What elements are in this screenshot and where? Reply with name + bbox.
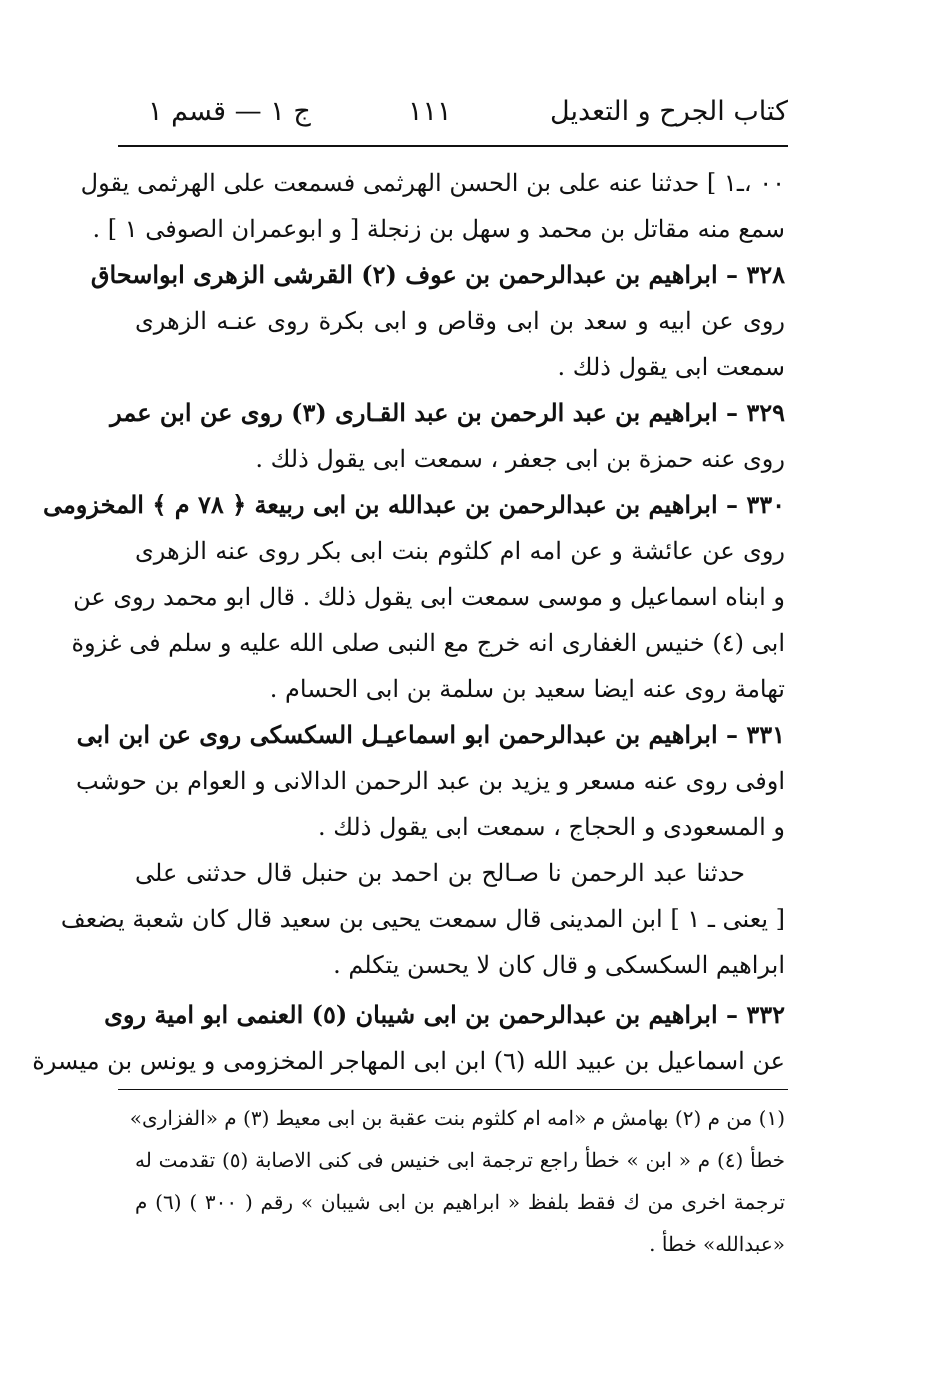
footnote-rule [118, 1089, 788, 1090]
header-rule [118, 145, 788, 147]
text-line: حدثنا عبد الرحمن نا صـالح بن احمد بن حنبل قال حدثنى على [135, 859, 745, 887]
text-line: ابى (٤) خنيس الغفارى انه خرج مع النبى صلى الله عليه و سلم فى غزوة [71, 629, 785, 657]
book-title: كتاب الجرح و التعديل [550, 96, 788, 127]
text-line: ۰۰ ،ـ١ ] حدثنا عنه على بن الحسن الهرثمى فسمعت على الهرثمى يقول [80, 169, 785, 197]
footnote-line: «عبدالله» خطأ . [649, 1232, 785, 1256]
text-line: روى عنه حمزة بن ابى جعفر ، سمعت ابى يقول ذلك . [255, 445, 785, 473]
entry-332-line: ٣٣٢ – ابراهيم بن عبدالرحمن بن ابى شيبان (٥) العنمى ابو امية روى [104, 1000, 785, 1029]
text-line: سمع منه مقاتل بن محمد و سهل بن زنجلة [ و ابوعمران الصوفى ١ ] . [92, 215, 785, 243]
text-line: عن اسماعيل بن عبيد الله (٦) ابن ابى المهاجر المخزومى و يونس بن ميسرة [32, 1047, 785, 1075]
volume-label: ج ١ — قسم ١ [148, 96, 311, 127]
footnote-line: (١) من م (٢) بهامش م «امه ام كلثوم بنت عقبة بن ابى معيط (٣) م «الفزارى» [129, 1106, 785, 1130]
entry-331-line: ٣٣١ – ابراهيم بن عبدالرحمن ابو اسماعيـل السكسكى روى عن ابن ابى [76, 720, 785, 749]
text-line: و ابناه اسماعيل و موسى سمعت ابى يقول ذلك . قال ابو محمد روى عن [73, 583, 785, 611]
entry-330-line: ٣٣٠ – ابراهيم بن عبدالرحمن بن عبدالله بن ابى ربيعة ﴿ ٧٨ م ﴾ المخزومى [42, 490, 785, 519]
page-header [118, 90, 788, 134]
text-line: ابراهيم السكسكى و قال كان لا يحسن يتكلم . [333, 951, 785, 979]
text-line: اوفى روى عنه مسعر و يزيد بن عبد الرحمن الدالانى و العوام بن حوشب [75, 767, 785, 795]
entry-328-line: ٣٢٨ – ابراهيم بن عبدالرحمن بن عوف (٢) القرشى الزهرى ابواسحاق [90, 260, 785, 289]
text-line: روى عن ابيه و سعد بن ابى وقاص و ابى بكرة روى عنـه الزهرى [135, 307, 785, 335]
text-line: و المسعودى و الحجاج ، سمعت ابى يقول ذلك . [317, 813, 785, 841]
text-line: [ يعنى ـ ١ ] ابن المدينى قال سمعت يحيى بن سعيد قال كان شعبة يضعف [60, 905, 785, 933]
entry-329-line: ٣٢٩ – ابراهيم بن عبد الرحمن بن عبد القـارى (٣) روى عن ابن عمر [110, 398, 785, 427]
text-line: تهامة روى عنه ايضا سعيد بن سلمة بن ابى الحسام . [269, 675, 785, 703]
text-line: روى عن عائشة و عن امه ام كلثوم بنت ابى بكر روى عنه الزهرى [135, 537, 785, 565]
page-number: ١١١ [408, 96, 452, 127]
footnote-line: خطأ (٤) م « ابن » خطأ راجع ترجمة ابى خنيس فى كنى الاصابة (٥) تقدمت له [135, 1148, 785, 1172]
text-line: سمعت ابى يقول ذلك . [557, 353, 785, 381]
footnote-line: ترجمة اخرى من ك فقط بلفظ « ابراهيم بن ابى شيبان » رقم ( ٣٠٠ ) (٦) م [135, 1190, 786, 1214]
